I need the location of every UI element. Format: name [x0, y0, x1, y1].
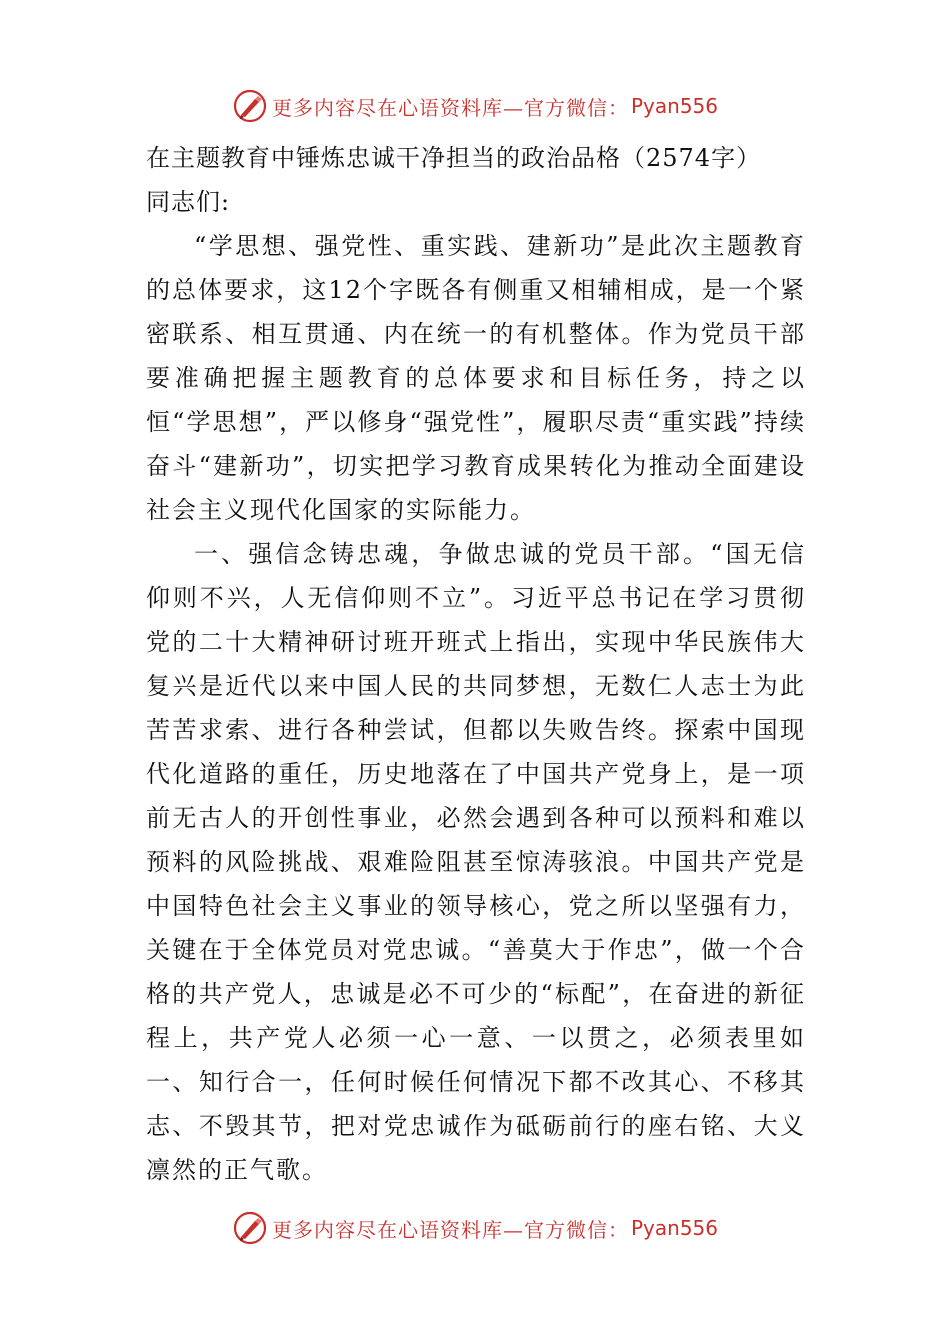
- document-title: 在主题教育中锤炼忠诚干净担当的政治品格（2574字）: [146, 144, 762, 172]
- salutation: 同志们:: [146, 188, 231, 216]
- watermark-footer: [0, 1206, 950, 1250]
- watermark-wechat-id: Pyan556: [630, 1216, 718, 1240]
- watermark-header: [0, 84, 950, 128]
- watermark-wechat-id: Pyan556: [630, 94, 718, 118]
- paragraph-intro: “学思想、强党性、重实践、建新功”是此次主题教育的总体要求，这12个字既各有侧重又相辅相成，是一个紧密联系、相互贯通、内在统一的有机整体。作为党员干部要准确把握主题教育的总体要求和目标任务，持之以恒“学思想”，严以修身“强党性”，履职尽责“重实践”持续奋斗“建新功”，切实把学习教育成果转化为推动全面建设社会主义现代化国家的实际能力。: [146, 232, 806, 524]
- paragraph-section-one: 一、强信念铸忠魂，争做忠诚的党员干部。“国无信仰则不兴，人无信仰则不立”。习近平总书记在学习贯彻党的二十大精神研讨班开班式上指出，实现中华民族伟大复兴是近代以来中国人民的共同梦想，无数仁人志士为此苦苦求索、进行各种尝试，但都以失败告终。探索中国现代化道路的重任，历史地落在了中国共产党身上，是一项前无古人的开创性事业，必然会遇到各种可以预料和难以预料的风险挑战、艰难险阻甚至惊涛骇浪。中国共产党是中国特色社会主义事业的领导核心，党之所以坚强有力，关键在于全体党员对党忠诚。“善莫大于作忠”，做一个合格的共产党人，忠诚是必不可少的“标配”，在奋进的新征程上，共产党人必须一心一意、一以贯之，必须表里如一、知行合一，任何时候任何情况下都不改其心、不移其志、不毁其节，把对党忠诚作为砥砺前行的座右铭、大义凛然的正气歌。: [146, 540, 806, 1184]
- watermark-text: 更多内容尽在心语资料库—官方微信：: [271, 95, 629, 120]
- pen-logo-icon: [232, 1210, 268, 1246]
- watermark-text: 更多内容尽在心语资料库—官方微信：: [271, 1217, 629, 1242]
- document-body: [146, 136, 806, 1192]
- pen-logo-icon: [232, 88, 268, 124]
